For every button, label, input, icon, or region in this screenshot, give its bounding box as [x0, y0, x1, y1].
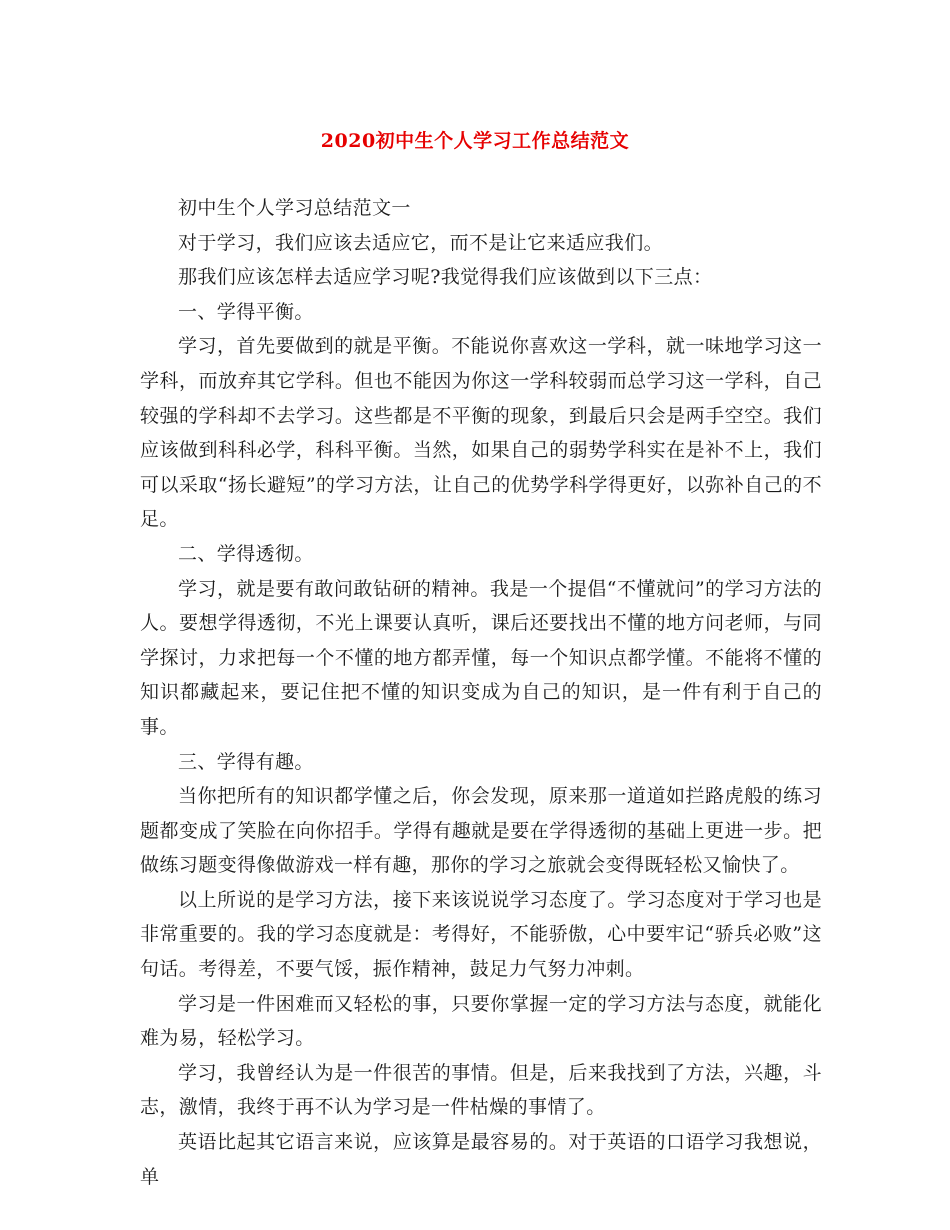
paragraph: 学习，就是要有敢问敢钻研的精神。我是一个提倡“不懂就问”的学习方法的人。要想学得透彻，不光上课要认真听，课后还要找出不懂的地方问老师，与同学探讨，力求把每一个不懂的地方都弄懂，每一个知识点都学懂。不能将不懂的知识都藏起来，要记住把不懂的知识变成为自己的知识，是一件有利于自己的事。 [140, 577, 822, 738]
section-heading: 三、学得有趣。 [178, 750, 314, 773]
section-heading: 二、学得透彻。 [178, 542, 314, 565]
paragraph: 英语比起其它语言来说，应该算是最容易的。对于英语的口语学习我想说，单 [140, 1131, 822, 1188]
section-heading: 一、学得平衡。 [178, 300, 314, 323]
paragraph: 学习是一件困难而又轻松的事，只要你掌握一定的学习方法与态度，就能化难为易，轻松学习。 [140, 992, 822, 1050]
document-title: 2020初中生个人学习工作总结范文 [320, 130, 630, 152]
paragraph: 学习，我曾经认为是一件很苦的事情。但是，后来我找到了方法，兴趣，斗志，激情，我终于再不认为学习是一件枯燥的事情了。 [140, 1061, 822, 1119]
paragraph: 那我们应该怎样去适应学习呢?我觉得我们应该做到以下三点： [178, 266, 713, 289]
paragraph: 对于学习，我们应该去适应它，而不是让它来适应我们。 [178, 231, 664, 254]
document-body [140, 191, 822, 1194]
paragraph: 学习，首先要做到的就是平衡。不能说你喜欢这一学科，就一味地学习这一学科，而放弃其它学科。但也不能因为你这一学科较弱而总学习这一学科，自己较强的学科却不去学习。这些都是不平衡的现象，到最后只会是两手空空。我们应该做到科科必学，科科平衡。当然，如果自己的弱势学科实在是补不上，我们可以采取“扬长避短”的学习方法，让自己的优势学科学得更好，以弥补自己的不足。 [140, 335, 822, 531]
paragraph: 以上所说的是学习方法，接下来该说说学习态度了。学习态度对于学习也是非常重要的。我的学习态度就是：考得好，不能骄傲，心中要牢记“骄兵必败”这句话。考得差，不要气馁，振作精神，鼓足力气努力冲刺。 [140, 888, 822, 981]
paragraph: 当你把所有的知识都学懂之后，你会发现，原来那一道道如拦路虎般的练习题都变成了笑脸在向你招手。学得有趣就是要在学得透彻的基础上更进一步。把做练习题变得像做游戏一样有趣，那你的学习之旅就会变得既轻松又愉快了。 [140, 785, 822, 877]
paragraph: 初中生个人学习总结范文一 [178, 197, 411, 219]
